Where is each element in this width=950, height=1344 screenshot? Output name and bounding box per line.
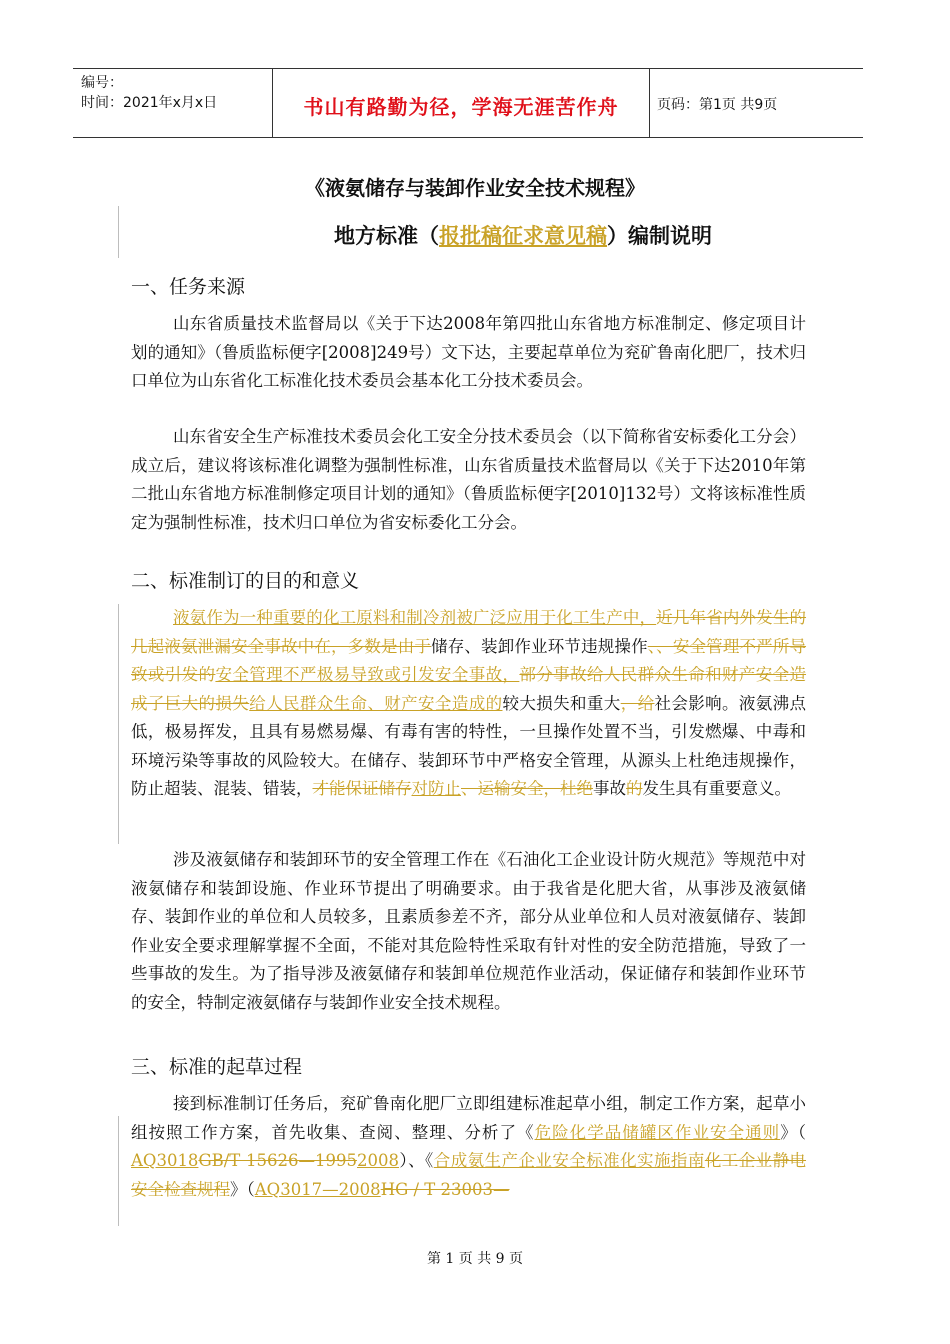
text-run: 事故 bbox=[593, 779, 626, 798]
section-heading: 二、标准制订的目的和意义 bbox=[131, 570, 360, 592]
deleted-text: 近几年省内外发生的几起液氨泄漏安全事故中在，多数是由于 bbox=[131, 608, 807, 656]
page-header bbox=[73, 68, 863, 138]
header-page-info: 页码：第1页 共9页 bbox=[657, 97, 778, 113]
text-run: 发生具有重要意义。 bbox=[642, 779, 791, 798]
subtitle-suffix: ）编制说明 bbox=[607, 224, 712, 248]
subtitle-revision: 征求意见稿 bbox=[502, 224, 607, 248]
deleted-text: HG / T 23003— bbox=[380, 1179, 510, 1199]
inserted-text: 危险化学品储罐区作业安全通则 bbox=[534, 1122, 781, 1142]
page-footer: 第 1 页 共 9 页 bbox=[426, 1251, 524, 1267]
inserted-text: AQ3018 bbox=[131, 1151, 199, 1170]
inserted-text: 合成氨生产企业安全标准化实施指南 bbox=[433, 1151, 705, 1170]
deleted-text: 部分事故给人民群众生命和财产安全造成了巨大的损失 bbox=[131, 665, 807, 713]
header-divider bbox=[649, 69, 650, 137]
section-heading: 三、标准的起草过程 bbox=[131, 1056, 303, 1078]
paragraph-revised bbox=[131, 604, 806, 804]
inserted-text: 给人民群众生命、财产安全造成的 bbox=[249, 693, 503, 713]
time-label: 时间：2021年x月x日 bbox=[81, 95, 218, 111]
text-run: 较大损失和重大 bbox=[502, 693, 621, 713]
subtitle-prefix: 地方标准（ bbox=[334, 224, 439, 248]
number-label: 编号： bbox=[81, 75, 123, 91]
deleted-text: 才能保证储存 bbox=[312, 779, 412, 798]
paragraph: 山东省质量技术监督局以《关于下达2008年第四批山东省地方标准制定、修定项目计划的通知》（鲁质监标便字[2008]249号）文下达，主要起草单位为兖矿鲁南化肥厂，技术归口单位为山东省化工标准化技术委员会基本化工分技术委员会。 bbox=[131, 314, 806, 390]
deleted-text: 、运输安全，杜绝 bbox=[461, 779, 593, 798]
paragraph: 山东省安全生产标准技术委员会化工安全分技术委员会（以下简称省安标委化工分会）成立后，建议将该标准化调整为强制性标准，山东省质量技术监督局以《关于下达2010年第二批山东省地方标准制修定项目计划的通知》（鲁质监标便字[2010]132号）文将该标准性质定为强制性标准，技术归口单位为省安标委化工分会。 bbox=[131, 427, 806, 532]
header-motto: 书山有路勤为径，学海无涯苦作舟 bbox=[303, 95, 619, 119]
deleted-text: ，给 bbox=[620, 693, 655, 713]
section-heading: 一、任务来源 bbox=[131, 276, 246, 298]
inserted-text: ， bbox=[502, 665, 520, 684]
deleted-text: 化工企业静电安全检查规程 bbox=[131, 1151, 807, 1199]
inserted-text: AQ3017—2008 bbox=[254, 1179, 381, 1199]
inserted-text: 液氨作为一种重要的化工原料和制冷剂被广泛应用于化工生产中， bbox=[173, 608, 657, 627]
text-run: 社会影响。液氨沸点低，极易挥发，且具有易燃易爆、有毒有害的特性，一旦操作处置不当，引发燃爆、中毒和环境污染等事故的风险较大。在储存、装卸环节中严格安全管理，从源头上杜绝违规操作，防止超装、混装、错装， bbox=[131, 693, 807, 798]
text-run: 接到标准制订任务后，兖矿鲁南化肥厂立即组建标准起草小组，制定工作方案，起草小组按照工作方案，首先收集、查阅、整理、分析了《 bbox=[131, 1094, 806, 1142]
deleted-text: 的 bbox=[626, 779, 643, 798]
revision-bar bbox=[118, 604, 119, 844]
subtitle-revision: 报批稿 bbox=[439, 224, 502, 248]
paragraph: 涉及液氨储存和装卸环节的安全管理工作在《石油化工企业设计防火规范》等规范中对液氨储存和装卸设施、作业环节提出了明确要求。由于我省是化肥大省，从事涉及液氨储存、装卸作业的单位和人员较多，且素质参差不齐，部分从业单位和人员对液氨储存、装卸作业安全要求理解掌握不全面，不能对其危险特性采取有针对性的安全防范措施，导致了一些事故的发生。为了指导涉及液氨储存和装卸单位规范作业活动，保证储存和装卸作业环节的安全，特制定液氨储存与装卸作业安全技术规程。 bbox=[131, 850, 806, 1012]
deleted-text: 、、安全管理不严所导致或引发的 bbox=[131, 636, 807, 684]
text-run: 》（ bbox=[780, 1122, 807, 1142]
text-run: ）、《 bbox=[398, 1151, 434, 1170]
header-meta bbox=[81, 73, 271, 113]
inserted-text: 2008 bbox=[356, 1151, 399, 1170]
deleted-text: GB/T 15626—1995 bbox=[198, 1151, 357, 1170]
revision-bar bbox=[118, 1116, 119, 1226]
inserted-text: 安全管理不严极易导致或引发安全事故 bbox=[215, 665, 503, 684]
inserted-text: 对防止 bbox=[411, 779, 461, 798]
paragraph-revised bbox=[131, 1090, 806, 1204]
text-run: 》（ bbox=[230, 1179, 255, 1199]
text-run: 储存、装卸作业环节违规操作 bbox=[431, 636, 648, 656]
revision-bar bbox=[118, 206, 119, 258]
document-title: 《液氨储存与装卸作业安全技术规程》 bbox=[305, 176, 645, 200]
document-subtitle bbox=[334, 220, 712, 250]
